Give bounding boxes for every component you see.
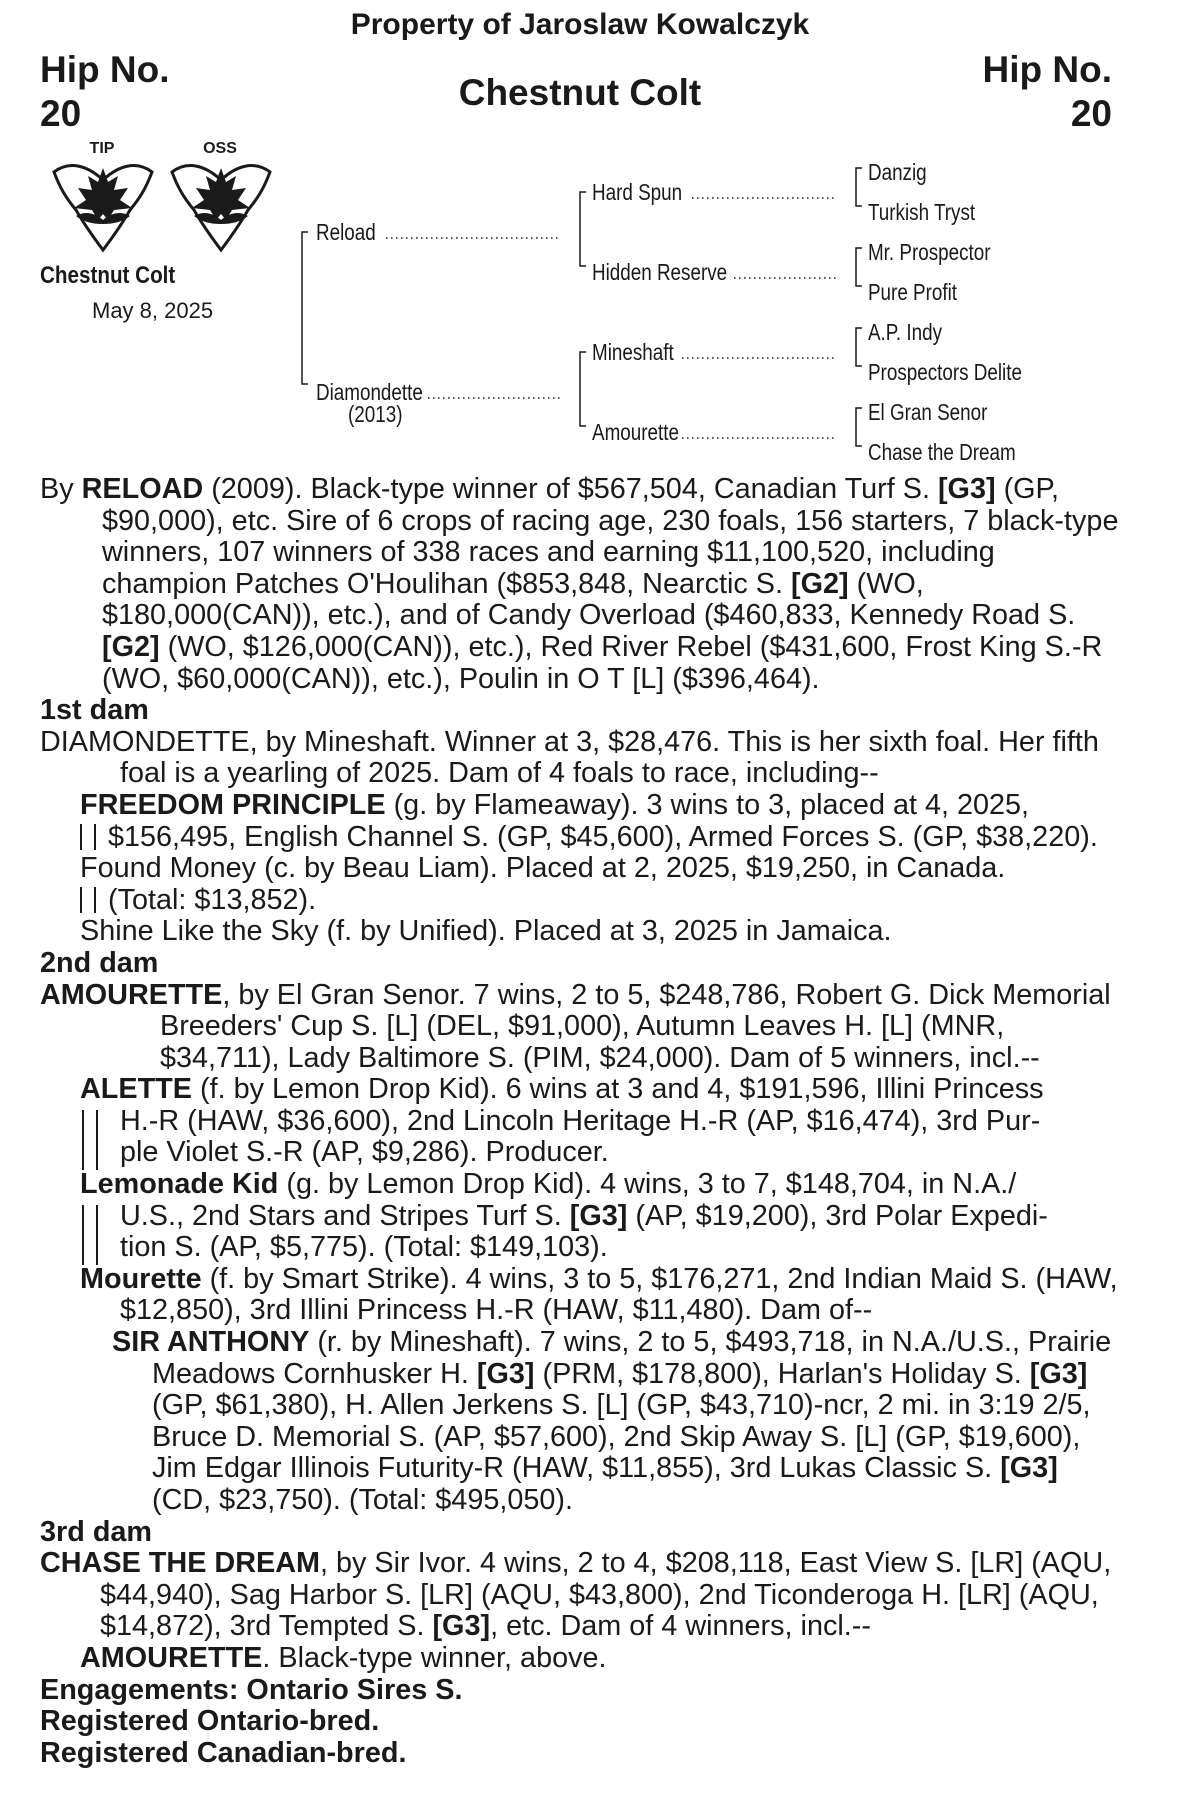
pedigree-dam-year: (2013)	[348, 402, 403, 428]
horse-record: (CD, $23,750). (Total: $495,050).	[152, 1484, 573, 1516]
horse-name: SIR ANTHONY	[112, 1326, 310, 1359]
grade-badge: [G3]	[1029, 1357, 1088, 1390]
dam1-offspring-shine-like-the-sky: Shine Like the Sky (f. by Unified). Placed at 3, 2025 in Jamaica.	[80, 915, 892, 948]
dam2-intro	[40, 980, 1120, 1075]
pedigree-dam: Diamondette	[316, 380, 423, 406]
grade-badge: [G3]	[1000, 1452, 1058, 1485]
horse-name: AMOURETTE	[40, 978, 223, 1011]
oss-logo-label: OSS	[203, 140, 237, 157]
pedigree-bracket-g3-3	[856, 328, 862, 366]
pedigree-g3-5: A.P. Indy	[868, 320, 943, 346]
alette-line2: H.-R (HAW, $36,600), 2nd Lincoln Heritage H.-R (AP, $16,474), 3rd Pur-	[120, 1104, 1041, 1137]
sire-text: (WO, $180,000(CAN)), etc.), and of Candy Overload ($460,833, Kennedy Road S.	[102, 567, 1076, 632]
mourette-offspring-sir-anthony	[40, 1327, 1120, 1517]
pedigree-g3-1: Danzig	[868, 160, 927, 186]
section-heading-1st-dam: 1st dam	[40, 694, 149, 727]
registration-canadian: Registered Canadian-bred.	[40, 1736, 407, 1769]
sire-paragraph	[40, 474, 1120, 695]
generation-bar-icon	[82, 1110, 98, 1170]
pedigree-bracket-g3-1	[856, 168, 862, 206]
horse-record: (GP, $61,380), H. Allen Jerkens S. [L] (GP, $43,710)-ncr, 2 mi. in 3:19 2/5, Bruce D. Memorial S. (AP, $57,600), 2nd Skip Away S. [L] (GP, $19,600), Jim Edgar Illinois Futurity-R (HAW, $11,855), 3rd Lukas Classic S.	[152, 1389, 1091, 1485]
grade-badge: [G2]	[102, 630, 160, 663]
dam2-offspring-lemonade-kid	[40, 1169, 1120, 1264]
sire-lead: By	[40, 473, 82, 505]
foaling-date: May 8, 2025	[92, 298, 214, 323]
alette-line1	[40, 1074, 1120, 1106]
pedigree-chart	[0, 0, 1198, 470]
pedigree-g3-8: Chase the Dream	[868, 440, 1016, 466]
section-heading-2nd-dam: 2nd dam	[40, 946, 159, 979]
grade-badge: [G3]	[569, 1199, 628, 1232]
dam1-intro: DIAMONDETTE, by Mineshaft. Winner at 3, $28,476. This is her sixth foal. Her fifth foal is a yearling of 2025. Dam of 4 foals to race, including--	[40, 725, 1099, 790]
sire-text: (2009). Black-type winner of $567,504, Canadian Turf S.	[203, 473, 938, 505]
lemonade-kid-line3: tion S. (AP, $5,775). (Total: $149,103).	[120, 1231, 608, 1264]
tip-logo-label: TIP	[89, 140, 115, 157]
grade-badge: [G3]	[476, 1357, 535, 1390]
pedigree-sire-dam: Hidden Reserve	[592, 260, 728, 286]
horse-name: AMOURETTE	[80, 1641, 263, 1674]
pedigree-bracket-g3-4	[856, 408, 862, 446]
dam1-offspring-freedom-principle-cont	[40, 822, 1120, 854]
horse-name: CHASE THE DREAM	[40, 1547, 320, 1580]
grade-badge: [G3]	[432, 1610, 491, 1643]
pedigree-g3-2: Turkish Tryst	[868, 200, 976, 226]
horse-record: , etc. Dam of 4 winners, incl.--	[490, 1610, 871, 1643]
generation-bar-icon	[80, 824, 96, 850]
horse-name: Mourette	[80, 1262, 202, 1295]
horse-record: (PRM, $178,800), Harlan's Holiday S.	[534, 1357, 1030, 1390]
lemonade-kid-line1	[40, 1169, 1120, 1201]
foal-description: Chestnut Colt	[40, 262, 176, 289]
pedigree-bracket-g3-2	[856, 248, 862, 286]
dam2-offspring-mourette	[40, 1264, 1120, 1327]
dam2-offspring-alette	[40, 1074, 1120, 1169]
pedigree-bracket-sire	[580, 192, 586, 266]
dam1-offspring-found-money: Found Money (c. by Beau Liam). Placed at 2, 2025, $19,250, in Canada.	[80, 852, 1006, 885]
pedigree-g3-6: Prospectors Delite	[868, 360, 1022, 386]
dam3-intro	[40, 1548, 1120, 1643]
page-title: Chestnut Colt	[458, 72, 702, 113]
hip-number: 20	[1070, 93, 1112, 134]
hip-label: Hip No.	[982, 49, 1112, 90]
horse-record: (r. by Mineshaft). 7 wins, 2 to 5, $493,718, in N.A./U.S., Prairie Meadows Cornhusker H.	[152, 1326, 1112, 1390]
catalog-page-body	[40, 474, 1120, 1769]
section-heading-3rd-dam: 3rd dam	[40, 1515, 153, 1548]
generation-bar-icon	[80, 887, 96, 913]
horse-record: (f. by Smart Strike). 4 wins, 3 to 5, $176,271, 2nd Indian Maid S. (HAW, $12,850), 3rd Illini Princess H.-R (HAW, $11,480). Dam of--	[120, 1262, 1118, 1327]
dam3-offspring-amourette	[40, 1643, 1120, 1675]
horse-record: $156,495, English Channel S. (GP, $45,600), Armed Forces S. (GP, $38,220).	[108, 820, 1098, 853]
pedigree-g3-3: Mr. Prospector	[868, 240, 991, 266]
engagements: Engagements: Ontario Sires S.	[40, 1673, 463, 1706]
horse-record: , by Sir Ivor. 4 wins, 2 to 4, $208,118, East View S. [LR] (AQU, $44,940), Sag Harbor S. [LR] (AQU, $43,800), 2nd Ticonderoga H. [LR] (AQU, $14,872), 3rd Tempted S.	[100, 1547, 1112, 1643]
horse-name: Lemonade Kid	[80, 1168, 279, 1201]
pedigree-bracket-gen1	[302, 232, 308, 384]
horse-record: (AP, $19,200), 3rd Polar Expedi-	[627, 1199, 1048, 1232]
alette-line3: ple Violet S.-R (AP, $9,286). Producer.	[120, 1136, 609, 1169]
dam1-offspring-freedom-principle	[40, 790, 1120, 822]
pedigree-g3-7: El Gran Senor	[868, 400, 988, 426]
sire-name: RELOAD	[81, 473, 204, 505]
lemonade-kid-line2	[40, 1201, 1120, 1233]
sire-text: (GP, $90,000), etc. Sire of 6 crops of racing age, 230 foals, 156 starters, 7 black-type winners, 107 winners of 338 races and earning $11,100,520, including champion Patches O'Houlihan ($853,848, Nearctic S.	[102, 473, 1119, 600]
pedigree-sire-sire: Hard Spun	[592, 180, 683, 206]
horse-record: (Total: $13,852).	[108, 883, 317, 916]
owner-line: Property of Jaroslaw Kowalczyk	[350, 8, 810, 41]
dam1-offspring-found-money-cont	[40, 885, 1120, 917]
sire-text: (WO, $126,000(CAN)), etc.), Red River Rebel ($431,600, Frost King S.-R (WO, $60,000(CAN)), etc.), Poulin in O T [L] ($396,464).	[102, 630, 1103, 695]
grade-badge: [G2]	[791, 567, 849, 600]
horse-name: ALETTE	[80, 1073, 192, 1106]
horse-record: (f. by Lemon Drop Kid). 6 wins at 3 and 4, $191,596, Illini Princess	[191, 1073, 1044, 1106]
horse-record: (g. by Lemon Drop Kid). 4 wins, 3 to 7, $148,704, in N.A./	[278, 1168, 1017, 1201]
registration-ontario: Registered Ontario-bred.	[40, 1705, 380, 1738]
horse-record: U.S., 2nd Stars and Stripes Turf S.	[120, 1199, 570, 1232]
pedigree-dam-sire: Mineshaft	[592, 340, 674, 366]
horse-name: FREEDOM PRINCIPLE	[80, 788, 386, 821]
pedigree-sire: Reload	[316, 220, 376, 246]
horse-record: , by El Gran Senor. 7 wins, 2 to 5, $248,786, Robert G. Dick Memorial Breeders' Cup S. [L] (DEL, $91,000), Autumn Leaves H. [L] (MNR, $34,711), Lady Baltimore S. (PIM, $24,000). Dam of 5 winners, incl.--	[160, 978, 1111, 1074]
generation-bar-icon	[82, 1205, 98, 1265]
pedigree-bracket-dam	[580, 352, 586, 426]
pedigree-dam-dam: Amourette	[592, 420, 679, 446]
pedigree-g3-4: Pure Profit	[868, 280, 958, 306]
grade-badge: [G3]	[937, 473, 996, 505]
hip-number: 20	[40, 93, 82, 134]
horse-record: . Black-type winner, above.	[262, 1641, 607, 1674]
hip-label: Hip No.	[40, 49, 170, 90]
horse-record: (g. by Flameaway). 3 wins to 3, placed at 4, 2025,	[385, 788, 1030, 821]
